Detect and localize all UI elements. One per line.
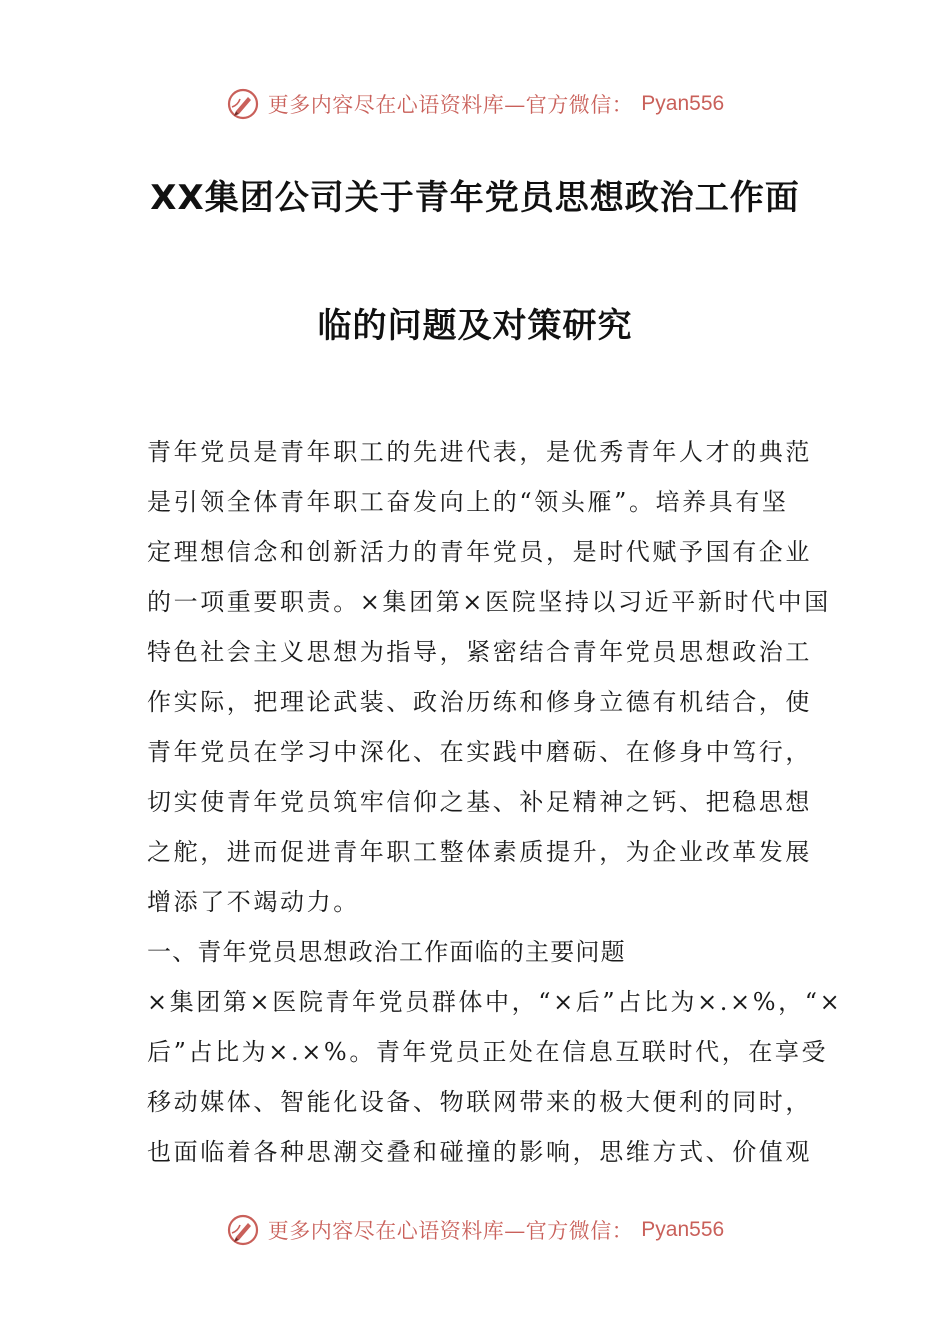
body-line: ×集团第×医院青年党员群体中，“×后”占比为×.×%，“× [147, 988, 843, 1016]
document-body [147, 427, 843, 1177]
body-line: 切实使青年党员筑牢信仰之基、补足精神之钙、把稳思想 [147, 788, 812, 816]
body-line: 的一项重要职责。×集团第×医院坚持以习近平新时代中国 [147, 588, 831, 616]
body-line: 也面临着各种思潮交叠和碰撞的影响，思维方式、价值观 [147, 1138, 812, 1166]
section-heading: 一、青年党员思想政治工作面临的主要问题 [147, 938, 626, 966]
pen-logo-icon [226, 87, 260, 121]
body-line: 之舵，进而促进青年职工整体素质提升，为企业改革发展 [147, 838, 812, 866]
body-line: 定理想信念和创新活力的青年党员，是时代赋予国有企业 [147, 538, 812, 566]
body-line: 是引领全体青年职工奋发向上的“领头雁”。培养具有坚 [147, 488, 789, 516]
watermark-text: 更多内容尽在心语资料库—官方微信： [267, 1219, 634, 1243]
body-line: 增添了不竭动力。 [147, 888, 360, 916]
watermark-text: 更多内容尽在心语资料库—官方微信： [267, 93, 634, 117]
footer-watermark [0, 1210, 950, 1250]
body-line: 作实际，把理论武装、政治历练和修身立德有机结合，使 [147, 688, 812, 716]
document-title-line-2: 临的问题及对策研究 [317, 306, 633, 346]
body-line: 特色社会主义思想为指导，紧密结合青年党员思想政治工 [147, 638, 812, 666]
watermark-wechat-id: Pyan556 [641, 1218, 725, 1241]
header-watermark [0, 84, 950, 124]
body-line: 移动媒体、智能化设备、物联网带来的极大便利的同时， [147, 1088, 812, 1116]
body-line: 青年党员是青年职工的先进代表，是优秀青年人才的典范 [147, 438, 812, 466]
body-line: 后”占比为×.×%。青年党员正处在信息互联时代，在享受 [147, 1038, 829, 1066]
body-line: 青年党员在学习中深化、在实践中磨砺、在修身中笃行， [147, 738, 812, 766]
watermark-wechat-id: Pyan556 [641, 92, 725, 115]
pen-logo-icon [226, 1213, 260, 1247]
document-title-line-1: XX集团公司关于青年党员思想政治工作面 [150, 178, 800, 218]
